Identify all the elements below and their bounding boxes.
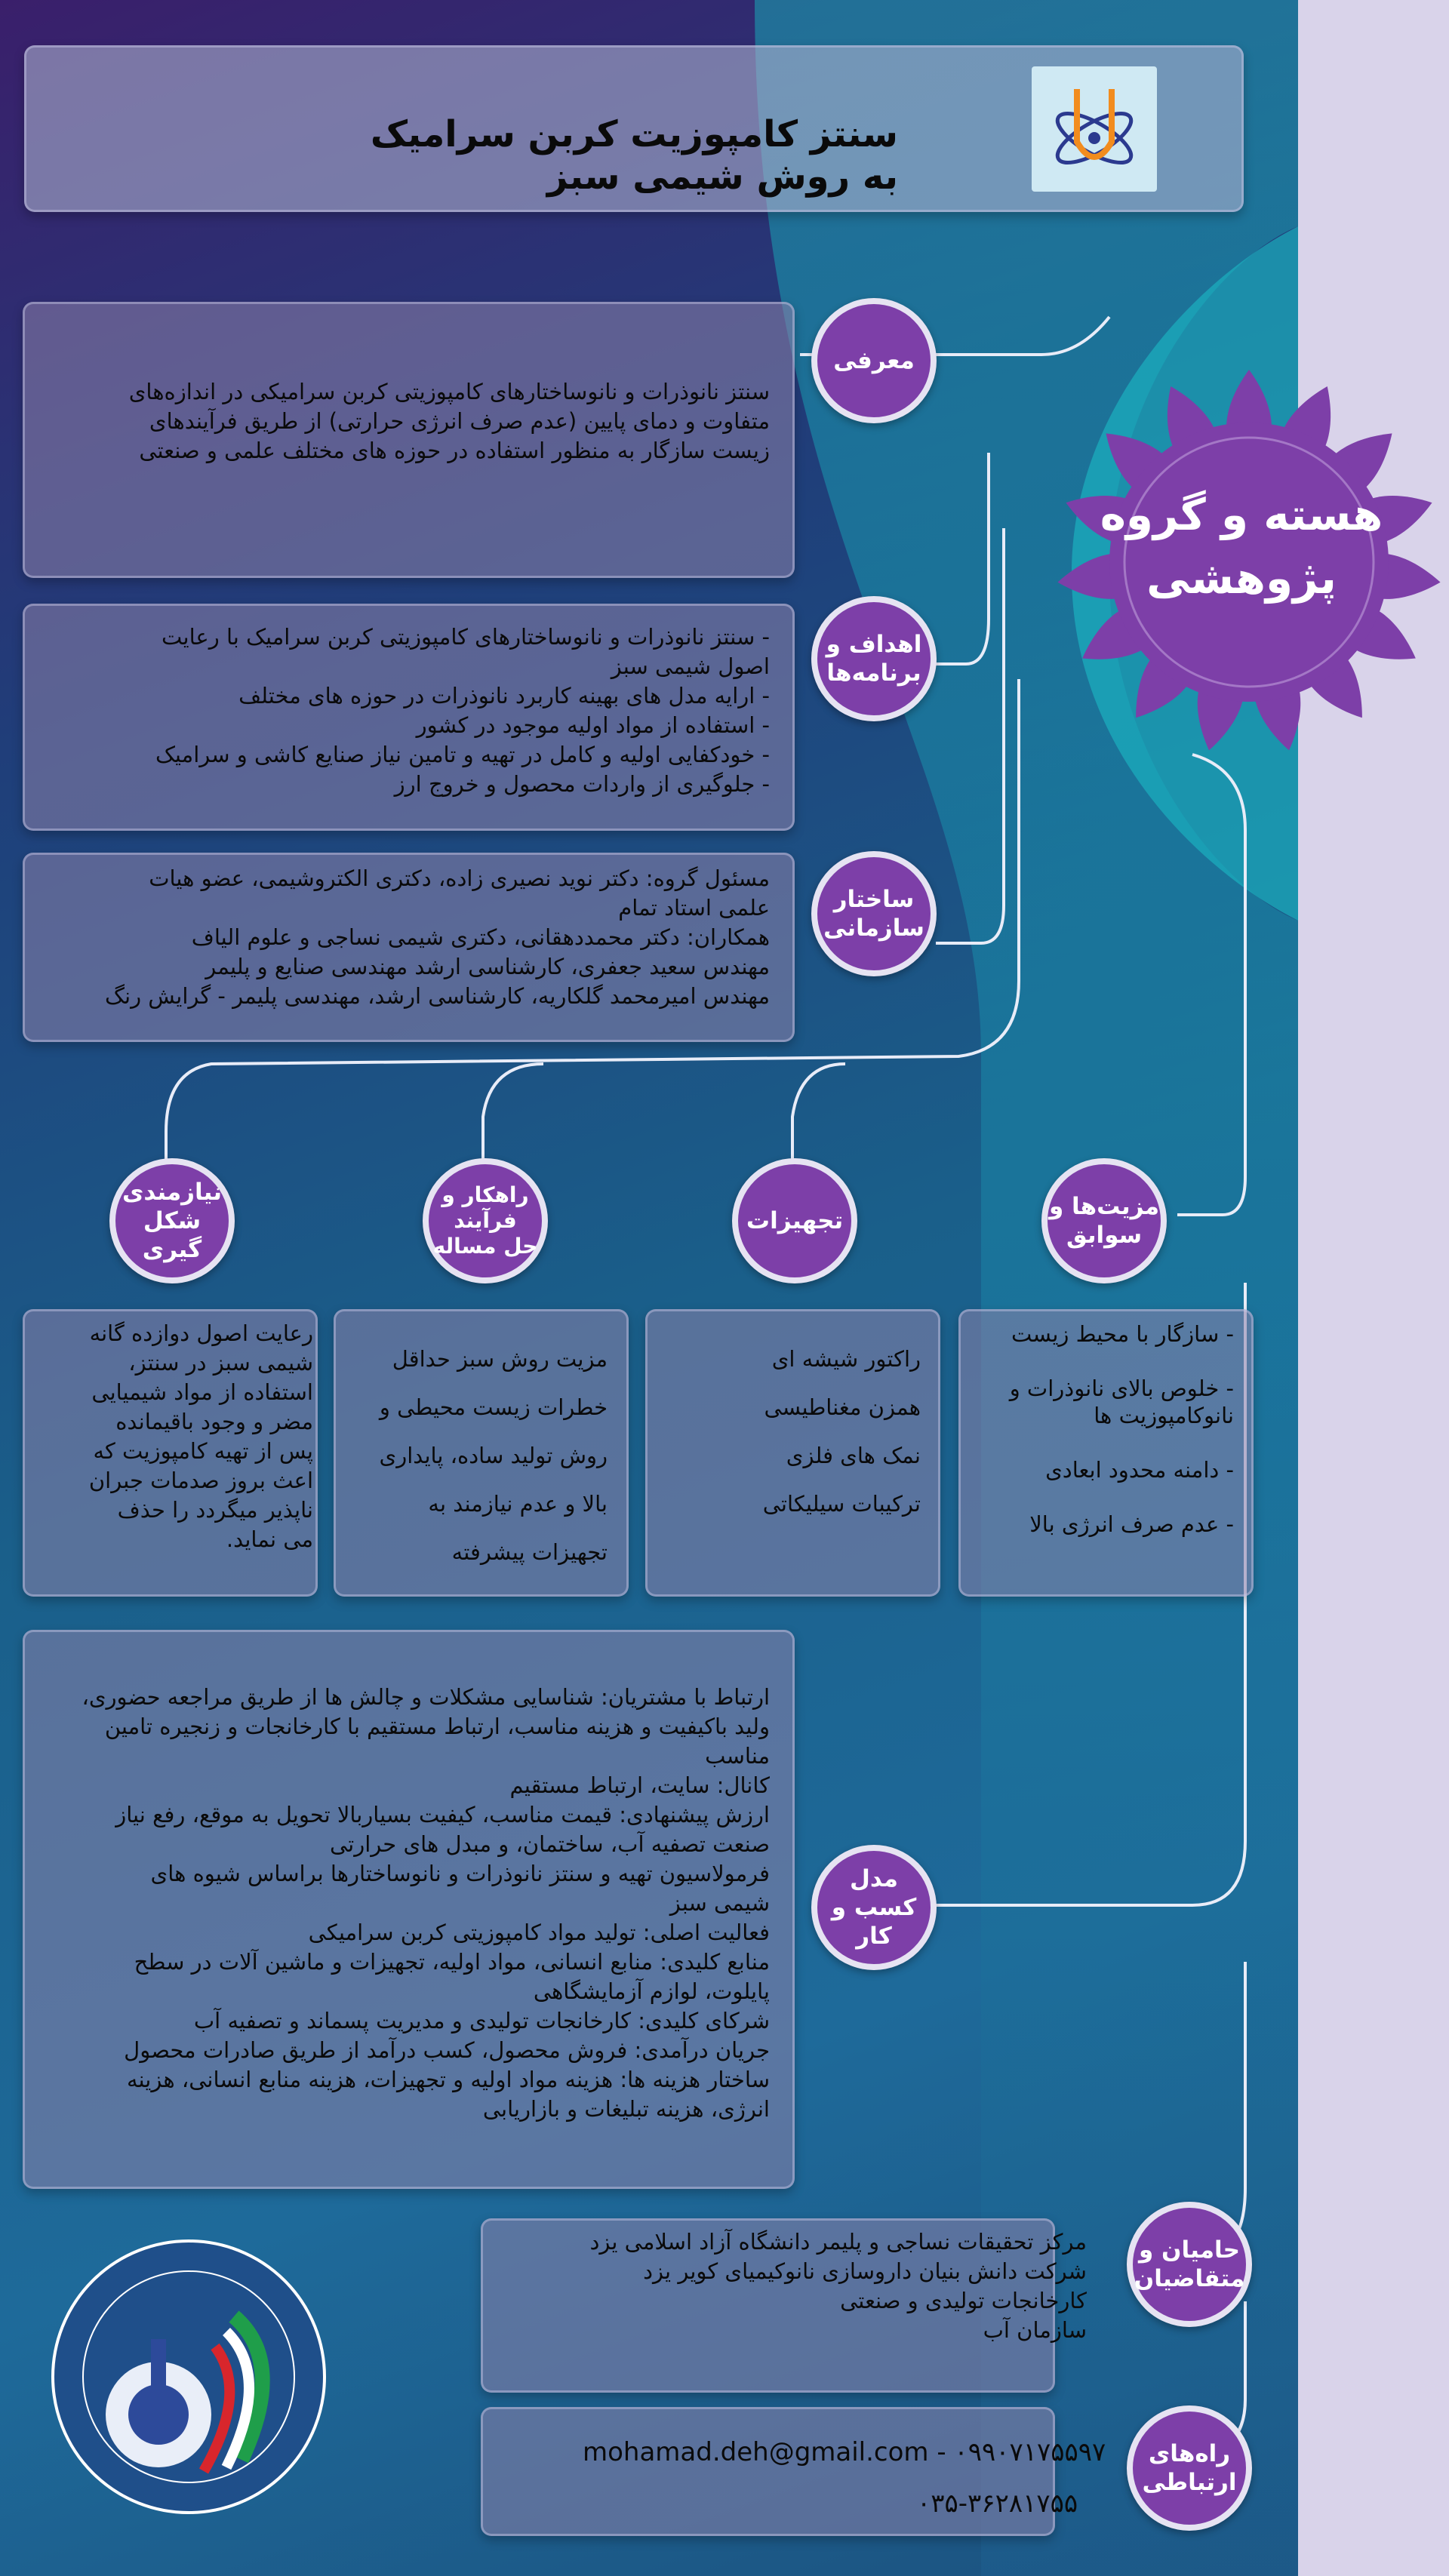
- structure-circle: ساختار سازمانی: [811, 851, 937, 976]
- business-circle: مدل کسب و کار: [811, 1845, 937, 1970]
- solution-text: مزیت روش سبز حداقل خطرات زیست محیطی و روش تولید ساده، پایداری بالا و عدم نیازمند به تجهیزات پیشرفته: [379, 1346, 608, 1565]
- equipment-text: راکتور شیشه ای همزن مغناطیسی نمک های فلزی ترکیبات سیلیکاتی: [762, 1346, 921, 1517]
- equipment-circle: تجهیزات: [732, 1158, 857, 1283]
- contact-email-phone: mohamad.deh@gmail.com - ۰۹۹۰۷۱۷۵۵۹۷: [583, 2437, 1106, 2467]
- sponsors-text: مرکز تحقیقات نساجی و پلیمر دانشگاه آزاد اسلامی یزد شرکت دانش بنیان داروسازی نانوکیمیای کویر یزد کارخانجات تولیدی و صنعتی سازمان آب: [589, 2229, 1087, 2343]
- page-title: سنتز کامپوزیت کربن سرامیک به روش شیمی سبز: [370, 113, 898, 198]
- contact-phone: ۰۳۵-۳۶۲۸۱۷۵۵: [917, 2488, 1078, 2519]
- atom-logo: [1032, 66, 1157, 192]
- atom-icon: [1032, 66, 1157, 192]
- badge-line1: هسته و گروه: [1100, 489, 1383, 540]
- business-text: ارتباط با مشتریان: شناسایی مشکلات و چالش ها از طریق مراجعه حضوری، ولید باکیفیت و هزینه مناسب، ارتباط مستقیم با کارخانجات و زنجیره تامین مناسب کانال: سایت، ارتباط مستقیم ارزش پیشنهادی: قیمت مناسب، کیفیت بسیاربالا تحویل به موقع، رفع نیاز صنعت تصفیه آب، ساختمان، و مبدل های حرارتی فرمولاسیون تهیه و سنتز نانوذرات و نانوساختارها براساس شیوه های شیمی سبز فعالیت اصلی: تولید مواد کامپوزیتی کربن سرامیکی منابع کلیدی: منابع انسانی، مواد اولیه، تجهیزات و ماشین آلات در سطح پایلوت، لوازم آزمایشگاهی شرکای کلیدی: کارخانجات تولیدی و مدیریت پسماند و تصفیه آب جریان درآمدی: فروش محصول، کسب درآمد از طریق صادرات محصول ساختار هزینه ها: هزینه مواد اولیه و تجهیزات، هزینه منابع انسانی، هزینه انرژی، هزینه تبلیغات و بازاریابی: [82, 1684, 770, 2122]
- solution-circle: راهکار و فرآیند حل مساله: [423, 1158, 548, 1283]
- advantages-circle: مزیت‌ها و سوابق: [1041, 1158, 1167, 1283]
- need-text: رعایت اصول دوازده گانه شیمی سبز در سنتز، استفاده از مواد شیمیایی مضر و وجود باقیمانده پس از تهیه کامپوزیت که اعث بروز صدمات جبران ناپذیر میگردد را حذف می نماید.: [88, 1320, 313, 1552]
- goals-circle: اهداف و برنامه‌ها: [811, 596, 937, 721]
- badge-title: [1049, 483, 1434, 610]
- contact-circle: راه‌های ارتباطی: [1127, 2405, 1252, 2531]
- need-circle: نیازمندی شکل گیری: [109, 1158, 235, 1283]
- intro-circle: معرفی: [811, 298, 937, 423]
- goals-text: - سنتز نانوذرات و نانوساختارهای کامپوزیتی کربن سرامیک با رعایت اصول شیمی سبز - ارایه مدل های بهینه کاربرد نانوذرات در حوزه های مختلف - استفاده از مواد اولیه موجود در کشور - خودکفایی اولیه و کامل در تهیه و تامین نیاز صنایع کاشی و سرامیک - جلوگیری از واردات محصول و خروج ارز: [155, 624, 770, 797]
- sponsors-circle: حامیان و متقاضیان: [1127, 2202, 1252, 2327]
- intro-text: سنتز نانوذرات و نانوساختارهای کامپوزیتی کربن سرامیکی در اندازه‌های متفاوت و دمای پایین (عدم صرف انرژی حرارتی) از طریق فرآیندهای زیست سازگار به منظور استفاده در حوزه های مختلف علمی و صنعتی: [128, 379, 770, 463]
- structure-text: مسئول گروه: دکتر نوید نصیری زاده، دکتری الکتروشیمی، عضو هیات علمی استاد تمام همکاران: دکتر محمددهقانی، دکتری شیمی نساجی و علوم الیاف مهندس سعید جعفری، کارشناسی ارشد مهندسی صنایع و پلیمر مهندس امیرمحمد گلکاریه، کارشناسی ارشد، مهندسی پلیمر - گرایش رنگ: [105, 865, 770, 1009]
- badge-line2: پژوهشی: [1146, 552, 1337, 604]
- advantages-text: - سازگار با محیط زیست - خلوص بالای نانوذرات و نانوکامپوزیت ها - دامنه محدود ابعادی - عدم صرف انرژی بالا: [1009, 1321, 1234, 1537]
- anniversary-seal-logo: [45, 2233, 332, 2520]
